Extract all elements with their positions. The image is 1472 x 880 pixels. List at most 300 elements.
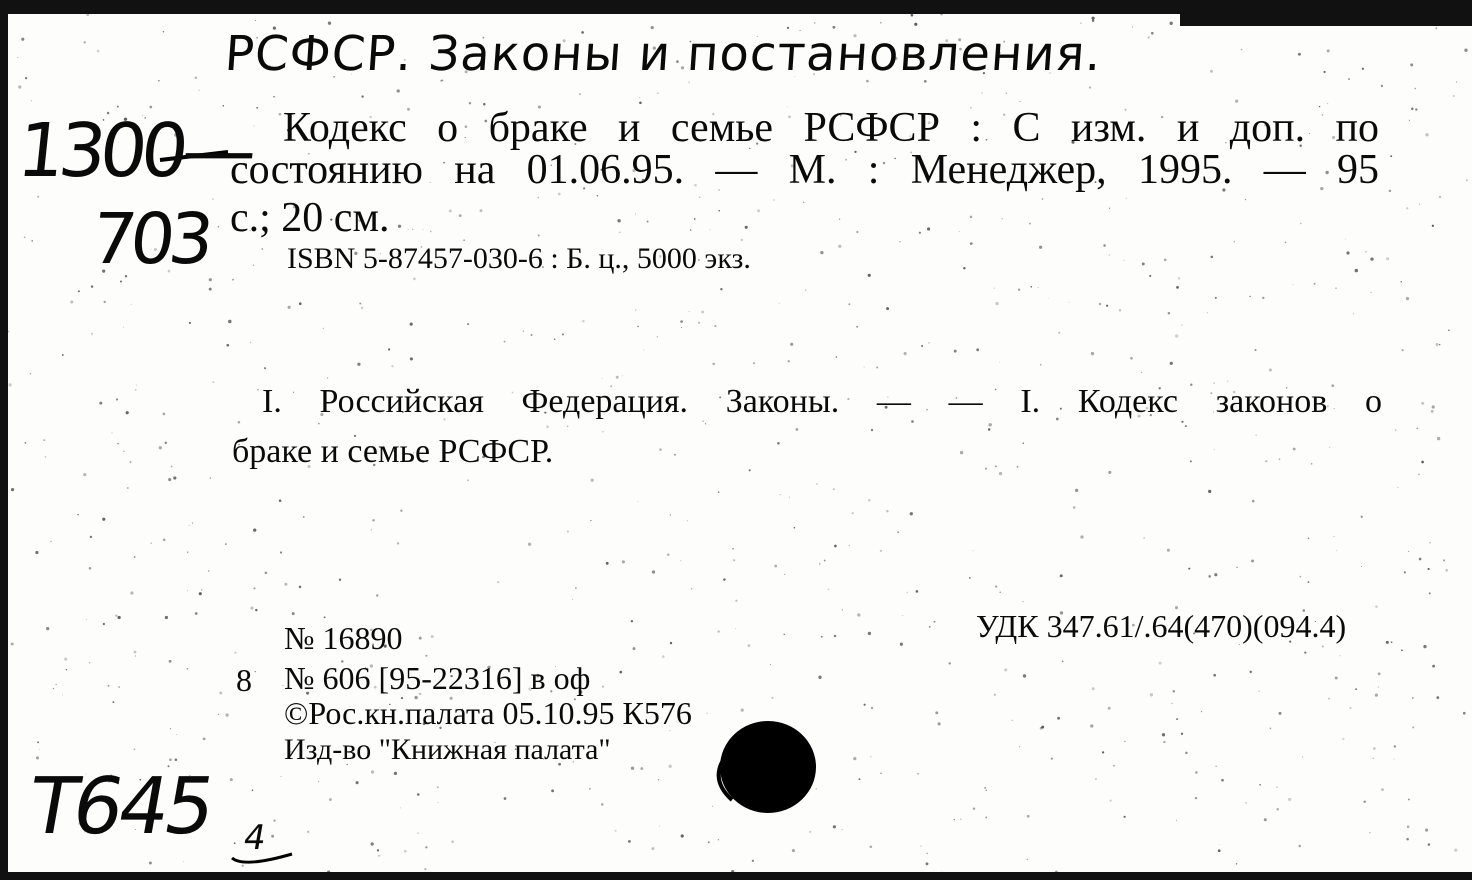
speckle-dot xyxy=(582,320,584,322)
speckle-dot xyxy=(1162,733,1165,736)
speckle-dot xyxy=(926,862,929,865)
speckle-dot xyxy=(1365,251,1367,253)
speckle-dot xyxy=(171,466,173,468)
speckle-dot xyxy=(833,825,836,828)
speckle-dot xyxy=(35,551,38,554)
speckle-dot xyxy=(408,229,409,230)
speckle-dot xyxy=(1391,641,1393,643)
speckle-dot xyxy=(735,600,737,602)
speckle-dot xyxy=(1095,778,1097,780)
footer-prefix: 8 xyxy=(236,662,252,698)
speckle-dot xyxy=(1020,101,1021,102)
speckle-dot xyxy=(1089,86,1091,88)
speckle-dot xyxy=(53,688,54,689)
speckle-dot xyxy=(1108,471,1111,474)
speckle-dot xyxy=(199,592,202,595)
speckle-dot xyxy=(995,586,997,588)
speckle-dot xyxy=(1195,771,1197,773)
speckle-dot xyxy=(1363,800,1365,802)
speckle-dot xyxy=(773,199,774,200)
speckle-dot xyxy=(691,588,693,590)
speckle-dot xyxy=(1181,421,1183,423)
speckle-dot xyxy=(1249,671,1251,673)
speckle-dot xyxy=(1279,712,1282,715)
speckle-dot xyxy=(774,565,777,568)
speckle-dot xyxy=(126,411,129,414)
speckle-dot xyxy=(45,456,47,458)
speckle-dot xyxy=(163,413,166,416)
speckle-dot xyxy=(174,477,175,478)
speckle-dot xyxy=(62,694,63,695)
speckle-dot xyxy=(134,748,136,750)
speckle-dot xyxy=(356,781,359,784)
handwritten-heading: РСФСР. Законы и постановления. xyxy=(223,26,1104,82)
speckle-dot xyxy=(123,451,124,452)
speckle-dot xyxy=(970,242,973,245)
speckle-dot xyxy=(1080,22,1082,24)
speckle-dot xyxy=(11,643,14,646)
speckle-dot xyxy=(212,198,213,199)
speckle-dot xyxy=(1389,190,1391,192)
speckle-dot xyxy=(938,722,941,725)
speckle-dot xyxy=(253,265,254,266)
speckle-dot xyxy=(910,512,913,515)
speckle-dot xyxy=(123,327,124,328)
speckle-dot xyxy=(187,590,188,591)
speckle-dot xyxy=(136,385,137,386)
speckle-dot xyxy=(1304,651,1306,653)
speckle-dot xyxy=(112,701,114,703)
speckle-dot xyxy=(869,845,872,848)
speckle-dot xyxy=(1023,674,1026,677)
speckle-dot xyxy=(652,570,655,573)
speckle-dot xyxy=(805,290,806,291)
speckle-dot xyxy=(327,377,328,378)
speckle-dot xyxy=(284,583,287,586)
speckle-dot xyxy=(361,95,363,97)
speckle-dot xyxy=(657,93,658,94)
speckle-dot xyxy=(1269,369,1272,372)
speckle-dot xyxy=(784,634,785,635)
speckle-dot xyxy=(1464,49,1467,52)
speckle-dot xyxy=(467,323,469,325)
speckle-dot xyxy=(31,240,33,242)
speckle-dot xyxy=(1213,674,1216,677)
speckle-dot xyxy=(602,686,604,688)
speckle-dot xyxy=(318,423,319,424)
speckle-dot xyxy=(1348,78,1350,80)
speckle-dot xyxy=(1311,463,1312,464)
speckle-dot xyxy=(303,516,305,518)
speckle-dot xyxy=(667,553,670,556)
speckle-dot xyxy=(218,226,220,228)
speckle-dot xyxy=(378,855,380,857)
speckle-dot xyxy=(880,772,882,774)
speckle-dot xyxy=(1412,726,1414,728)
speckle-dot xyxy=(886,307,889,310)
speckle-dot xyxy=(853,757,856,760)
speckle-dot xyxy=(91,333,93,335)
speckle-dot xyxy=(77,514,78,515)
speckle-dot xyxy=(1419,204,1420,205)
speckle-dot xyxy=(225,543,227,545)
speckle-dot xyxy=(1436,696,1439,699)
speckle-dot xyxy=(90,536,92,538)
speckle-dot xyxy=(749,469,751,471)
speckle-dot xyxy=(376,594,378,596)
speckle-dot xyxy=(168,478,171,481)
speckle-dot xyxy=(170,728,171,729)
speckle-dot xyxy=(463,239,465,241)
speckle-dot xyxy=(50,540,52,542)
speckle-dot xyxy=(226,344,229,347)
speckle-dot xyxy=(280,551,282,553)
speckle-dot xyxy=(1412,697,1414,699)
speckle-dot xyxy=(225,713,228,716)
speckle-dot xyxy=(223,105,225,107)
speckle-dot xyxy=(1017,466,1019,468)
speckle-dot xyxy=(1308,538,1309,539)
speckle-dot xyxy=(1355,688,1357,690)
speckle-dot xyxy=(397,542,399,544)
speckle-dot xyxy=(1428,568,1430,570)
speckle-dot xyxy=(104,301,106,303)
speckle-dot xyxy=(899,241,900,242)
speckle-dot xyxy=(1143,537,1145,539)
speckle-dot xyxy=(712,363,714,365)
speckle-dot xyxy=(165,442,167,444)
speckle-dot xyxy=(1245,802,1247,804)
speckle-dot xyxy=(1299,845,1302,848)
speckle-dot xyxy=(25,442,27,444)
speckle-dot xyxy=(868,632,871,635)
speckle-dot xyxy=(118,686,120,688)
speckle-dot xyxy=(842,609,843,610)
speckle-dot xyxy=(792,849,795,852)
speckle-dot xyxy=(1106,305,1108,307)
speckle-dot xyxy=(1195,797,1197,799)
speckle-dot xyxy=(250,607,253,610)
speckle-dot xyxy=(394,772,397,775)
speckle-dot xyxy=(264,367,266,369)
speckle-dot xyxy=(91,285,93,287)
speckle-dot xyxy=(880,550,882,552)
handwritten-code-sub: 4 xyxy=(240,818,270,858)
speckle-dot xyxy=(1123,816,1125,818)
speckle-dot xyxy=(195,77,197,79)
speckle-dot xyxy=(209,278,212,281)
speckle-dot xyxy=(36,756,39,759)
speckle-dot xyxy=(183,861,184,862)
speckle-dot xyxy=(103,623,105,625)
speckle-dot xyxy=(718,210,720,212)
speckle-dot xyxy=(849,545,850,546)
speckle-dot xyxy=(856,231,858,233)
speckle-dot xyxy=(984,787,986,789)
speckle-dot xyxy=(273,96,275,98)
speckle-dot xyxy=(934,621,936,623)
speckle-dot xyxy=(752,860,754,862)
speckle-dot xyxy=(256,107,258,109)
speckle-dot xyxy=(1421,461,1424,464)
speckle-dot xyxy=(597,195,599,197)
speckle-dot xyxy=(803,202,804,203)
speckle-dot xyxy=(1236,863,1237,864)
speckle-dot xyxy=(954,350,957,353)
speckle-dot xyxy=(1419,558,1422,561)
speckle-dot xyxy=(1092,17,1095,20)
speckle-dot xyxy=(897,531,899,533)
speckle-dot xyxy=(1210,70,1213,73)
speckle-dot xyxy=(1201,711,1202,712)
speckle-dot xyxy=(1176,286,1179,289)
speckle-dot xyxy=(735,628,736,629)
speckle-dot xyxy=(253,587,255,589)
entry-line-3: с.; 20 см. xyxy=(230,195,390,241)
speckle-dot xyxy=(1435,27,1437,29)
speckle-dot xyxy=(1404,571,1406,573)
speckle-dot xyxy=(747,644,750,647)
speckle-dot xyxy=(1227,380,1228,381)
speckle-dot xyxy=(1448,330,1450,332)
speckle-dot xyxy=(1293,284,1294,285)
speckle-dot xyxy=(959,231,960,232)
speckle-dot xyxy=(86,619,87,620)
speckle-dot xyxy=(981,92,982,93)
speckle-dot xyxy=(1386,641,1389,644)
speckle-dot xyxy=(904,352,907,355)
speckle-dot xyxy=(1378,687,1379,688)
speckle-dot xyxy=(1215,766,1216,767)
speckle-dot xyxy=(24,236,26,238)
speckle-dot xyxy=(639,97,640,98)
speckle-dot xyxy=(400,510,402,512)
speckle-dot xyxy=(1123,260,1124,261)
speckle-dot xyxy=(1276,787,1277,788)
speckle-dot xyxy=(413,278,416,281)
speckle-dot xyxy=(880,22,882,24)
speckle-dot xyxy=(670,514,671,515)
speckle-dot xyxy=(425,655,427,657)
speckle-dot xyxy=(1251,560,1254,563)
speckle-dot xyxy=(1012,720,1013,721)
ink-blot xyxy=(720,721,816,813)
speckle-dot xyxy=(1048,298,1049,299)
speckle-dot xyxy=(400,807,401,808)
speckle-dot xyxy=(1249,296,1250,297)
speckle-dot xyxy=(1092,687,1095,690)
speckle-dot xyxy=(130,591,133,594)
speckle-dot xyxy=(1073,506,1076,509)
speckle-dot xyxy=(1090,724,1093,727)
speckle-dot xyxy=(1378,672,1381,675)
speckle-dot xyxy=(108,685,110,687)
speckle-dot xyxy=(1397,487,1398,488)
speckle-dot xyxy=(1453,95,1454,96)
speckle-dot xyxy=(377,849,379,851)
speckle-dot xyxy=(1327,49,1330,52)
speckle-dot xyxy=(619,671,622,674)
speckle-dot xyxy=(1322,645,1324,647)
speckle-dot xyxy=(530,334,532,336)
speckle-dot xyxy=(30,373,32,375)
speckle-dot xyxy=(1414,88,1415,89)
speckle-dot xyxy=(753,362,755,364)
speckle-dot xyxy=(779,303,780,304)
speckle-dot xyxy=(902,615,903,616)
speckle-dot xyxy=(9,383,12,386)
speckle-dot xyxy=(1022,601,1024,603)
speckle-dot xyxy=(886,510,888,512)
speckle-dot xyxy=(635,213,636,214)
speckle-dot xyxy=(926,853,928,855)
speckle-dot xyxy=(839,219,840,220)
speckle-dot xyxy=(1373,747,1376,750)
speckle-dot xyxy=(89,662,90,663)
speckle-dot xyxy=(115,614,117,616)
speckle-dot xyxy=(710,229,711,230)
speckle-dot xyxy=(1375,694,1378,697)
speckle-dot xyxy=(876,367,878,369)
speckle-dot xyxy=(253,528,256,531)
speckle-dot xyxy=(1445,569,1448,572)
speckle-dot xyxy=(1418,474,1419,475)
speckle-dot xyxy=(689,311,690,312)
speckle-dot xyxy=(567,531,569,533)
speckle-dot xyxy=(859,778,861,780)
speckle-dot xyxy=(714,325,716,327)
speckle-dot xyxy=(999,472,1002,475)
speckle-dot xyxy=(871,429,873,431)
speckle-dot xyxy=(169,758,172,761)
shelfmark-line-1: 1300— xyxy=(13,108,255,194)
speckle-dot xyxy=(662,655,665,658)
speckle-dot xyxy=(1381,85,1383,87)
speckle-dot xyxy=(1408,551,1409,552)
speckle-dot xyxy=(451,840,454,843)
speckle-dot xyxy=(1437,437,1440,440)
speckle-dot xyxy=(279,113,282,116)
speckle-dot xyxy=(1058,332,1060,334)
speckle-dot xyxy=(1108,254,1110,256)
publisher-line: Изд-во "Книжная палата" xyxy=(284,733,611,766)
speckle-dot xyxy=(1207,312,1208,313)
speckle-dot xyxy=(1099,303,1102,306)
speckle-dot xyxy=(66,669,67,670)
speckle-dot xyxy=(1302,756,1303,757)
speckle-dot xyxy=(1142,262,1145,265)
speckle-dot xyxy=(921,345,923,347)
speckle-dot xyxy=(1080,535,1083,538)
speckle-dot xyxy=(868,499,871,502)
speckle-dot xyxy=(969,577,971,579)
speckle-dot xyxy=(834,545,837,548)
speckle-dot xyxy=(834,635,837,638)
speckle-dot xyxy=(209,288,212,291)
speckle-dot xyxy=(1241,49,1243,51)
speckle-dot xyxy=(1370,257,1373,260)
speckle-dot xyxy=(1342,738,1344,740)
speckle-dot xyxy=(1335,288,1336,289)
speckle-dot xyxy=(17,57,18,58)
speckle-dot xyxy=(1181,733,1183,735)
speckle-dot xyxy=(815,788,816,789)
speckle-dot xyxy=(242,865,244,867)
speckle-dot xyxy=(169,660,172,663)
speckle-dot xyxy=(732,548,734,550)
speckle-dot xyxy=(1429,592,1431,594)
speckle-dot xyxy=(848,303,850,305)
speckle-dot xyxy=(1401,349,1403,351)
speckle-dot xyxy=(64,658,67,661)
speckle-dot xyxy=(1432,225,1434,227)
speckle-dot xyxy=(1141,372,1142,373)
speckle-dot xyxy=(212,381,214,383)
speckle-dot xyxy=(794,527,796,529)
speckle-dot xyxy=(1425,829,1428,832)
speckle-dot xyxy=(701,311,704,314)
speckle-dot xyxy=(417,832,419,834)
speckle-dot xyxy=(1381,788,1384,791)
speckle-dot xyxy=(972,550,973,551)
tracing-line-1: I. Российская Федерация. Законы. — — I. Кодекс законов о xyxy=(262,383,1382,420)
speckle-dot xyxy=(1276,808,1279,811)
speckle-dot xyxy=(606,562,609,565)
speckle-dot xyxy=(1018,289,1020,291)
speckle-dot xyxy=(234,652,236,654)
speckle-dot xyxy=(705,423,706,424)
speckle-dot xyxy=(371,529,372,530)
speckle-dot xyxy=(717,630,719,632)
speckle-dot xyxy=(1390,155,1392,157)
speckle-dot xyxy=(790,343,793,346)
speckle-dot xyxy=(120,281,122,283)
speckle-dot xyxy=(1164,258,1167,261)
speckle-dot xyxy=(1406,297,1409,300)
speckle-dot xyxy=(720,288,722,290)
speckle-dot xyxy=(117,443,119,445)
speckle-dot xyxy=(1092,20,1094,22)
speckle-dot xyxy=(467,479,469,481)
speckle-dot xyxy=(1259,784,1261,786)
speckle-dot xyxy=(554,338,556,340)
speckle-dot xyxy=(425,846,427,848)
speckle-dot xyxy=(150,542,152,544)
speckle-dot xyxy=(163,31,164,32)
speckle-dot xyxy=(1395,429,1397,431)
speckle-dot xyxy=(572,599,573,600)
speckle-dot xyxy=(232,279,234,281)
speckle-dot xyxy=(1373,758,1374,759)
speckle-dot xyxy=(480,209,483,212)
speckle-dot xyxy=(985,468,987,470)
speckle-dot xyxy=(1175,334,1178,337)
speckle-dot xyxy=(318,781,319,782)
speckle-dot xyxy=(372,519,374,521)
handwritten-code: Т645 xyxy=(22,762,219,852)
speckle-dot xyxy=(31,100,32,101)
speckle-dot xyxy=(397,89,400,92)
speckle-dot xyxy=(687,520,688,521)
tracing-line-2: браке и семье РСФСР. xyxy=(232,433,554,470)
speckle-dot xyxy=(1159,662,1162,665)
speckle-dot xyxy=(658,779,659,780)
speckle-dot xyxy=(1258,690,1259,691)
speckle-dot xyxy=(994,694,996,696)
speckle-dot xyxy=(1439,196,1441,198)
speckle-dot xyxy=(410,323,413,326)
speckle-dot xyxy=(299,302,302,305)
